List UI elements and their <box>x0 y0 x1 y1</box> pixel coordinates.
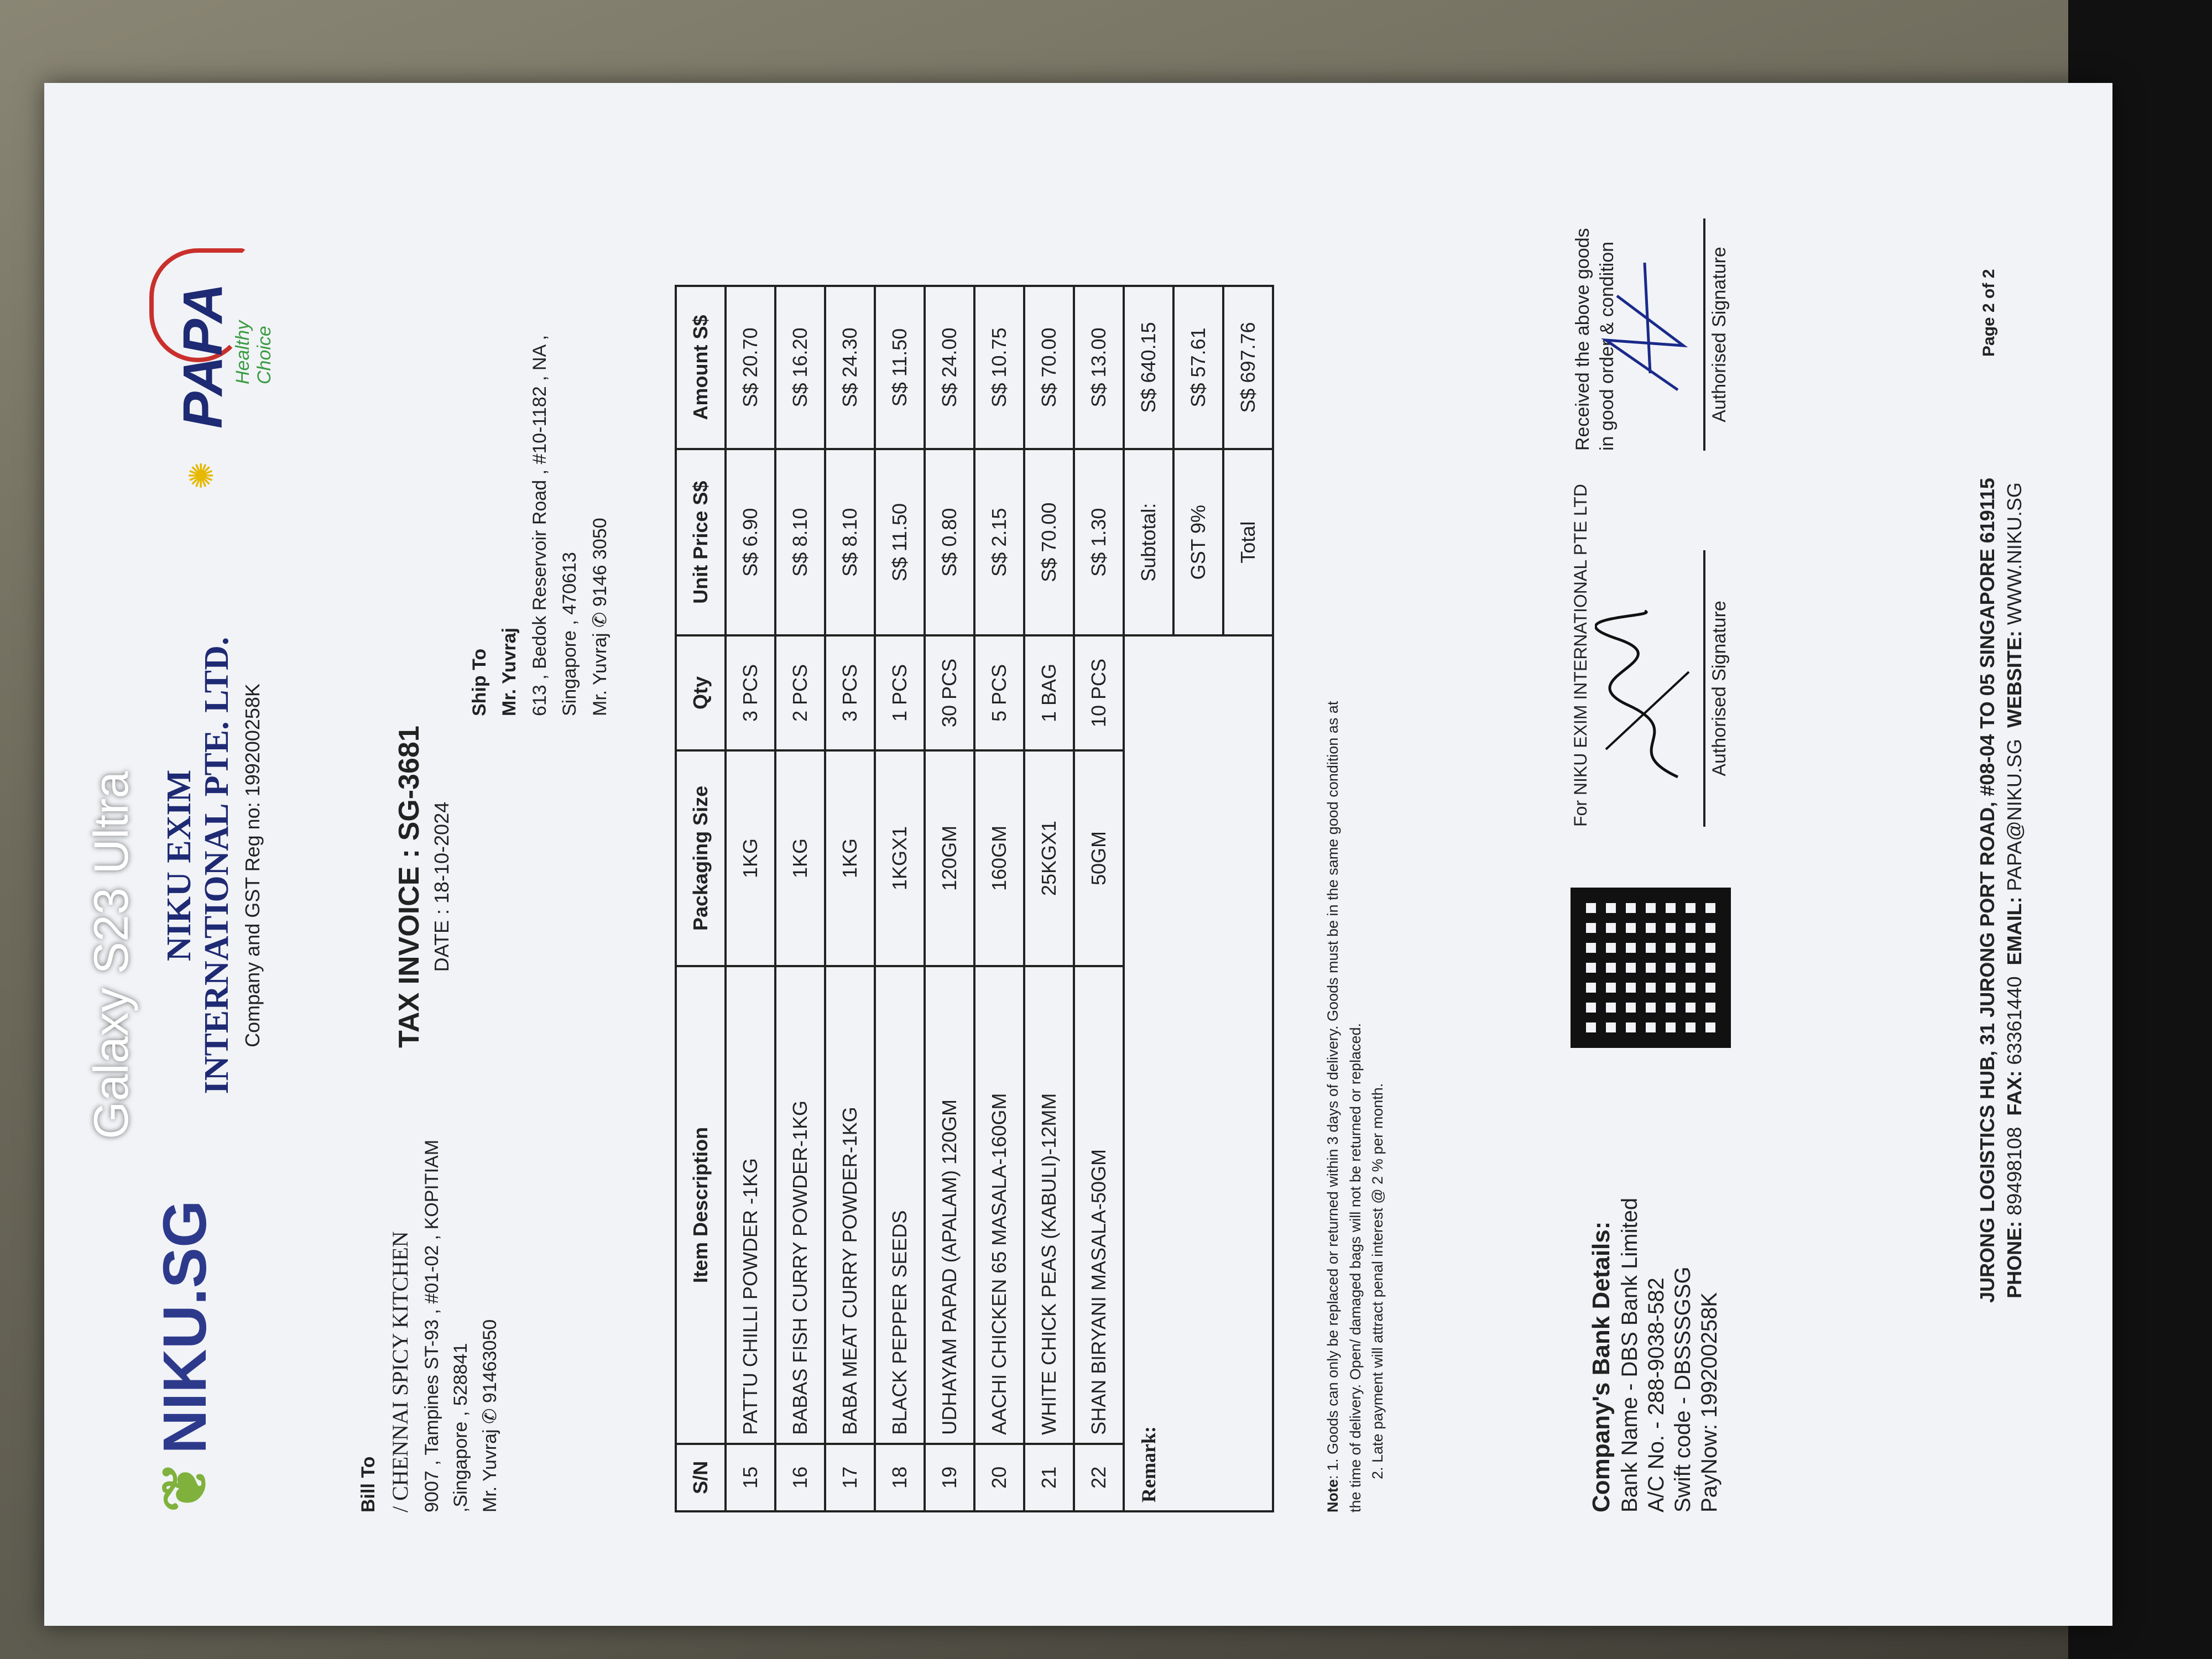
col-header: Unit Price S$ <box>676 449 726 635</box>
table-cell: 18 <box>875 1444 925 1511</box>
table-cell: S$ 20.70 <box>726 286 775 449</box>
papa-logo <box>149 263 276 495</box>
gst-label: GST 9% <box>1173 449 1223 635</box>
ship-to-line2: Singapore , 470613 <box>559 552 581 716</box>
table-cell: 19 <box>925 1444 974 1511</box>
table-row <box>875 286 925 1511</box>
table-cell: 1KG <box>825 750 875 967</box>
footer <box>1974 268 2028 1512</box>
items-table <box>675 285 1274 1512</box>
signature-scribble <box>1595 229 1694 406</box>
ship-to-name: Mr. Yuvraj <box>499 627 520 716</box>
table-cell: 3 PCS <box>726 635 775 750</box>
camera-watermark: Galaxy S23 Ultra <box>84 771 138 1139</box>
website-label: WEBSITE: <box>2002 630 2026 728</box>
email-label: EMAIL: <box>2002 896 2026 966</box>
table-row <box>1024 286 1074 1511</box>
bank-name: Bank Name - DBS Bank Limited <box>1617 1197 1642 1512</box>
auth-sig-label-2: Authorised Signature <box>1709 247 1730 422</box>
table-cell: S$ 16.20 <box>775 286 825 449</box>
table-cell: 15 <box>726 1444 775 1511</box>
table-cell: S$ 8.10 <box>825 449 875 635</box>
remark-cell: Remark: <box>1124 635 1273 1511</box>
table-cell: S$ 70.00 <box>1024 286 1074 449</box>
table-cell: 16 <box>775 1444 825 1511</box>
col-header: Item Description <box>676 966 726 1444</box>
phone-value: 89498108 <box>2002 1126 2026 1215</box>
table-cell: S$ 10.75 <box>974 286 1024 449</box>
sun-rays-icon: ✺ <box>183 461 220 489</box>
bill-to-line2: ,Singapore , 528841 <box>450 1343 472 1512</box>
notes-block <box>1322 683 1389 1512</box>
received-text: Received the above goods in good order & condition <box>1572 228 1618 451</box>
bill-to-block <box>354 1140 505 1512</box>
table-cell: WHITE CHICK PEAS (KABULI)-12MM <box>1024 966 1074 1444</box>
col-header: Amount S$ <box>676 286 726 449</box>
gst-value: S$ 57.61 <box>1173 286 1223 449</box>
table-cell: PATTU CHILLI POWDER -1KG <box>726 966 775 1444</box>
table-cell: 5 PCS <box>974 635 1024 750</box>
table-cell: 25KGX1 <box>1024 750 1074 967</box>
bank-details <box>1587 1198 1723 1512</box>
table-cell: S$ 11.50 <box>875 449 925 635</box>
table-row <box>925 286 974 1511</box>
table-row <box>825 286 875 1511</box>
subtotal-row <box>1124 286 1173 1511</box>
total-label: Total <box>1223 449 1273 635</box>
ship-to-label: Ship To <box>469 648 490 716</box>
table-cell: UDHAYAM PAPAD (APALAM) 120GM <box>925 966 974 1444</box>
invoice-title: TAX INVOICE : SG-3681 <box>393 726 425 1048</box>
leaf-icon: ❦ <box>151 1461 219 1512</box>
bill-to-line1: 9007 , Tampines ST-93 , #01-02 , KOPITIAM <box>421 1139 442 1512</box>
footer-address: JURONG LOGISTICS HUB, 31 JURONG PORT ROAD, #08-04 TO 05 SINGAPORE 619115 <box>1976 478 1999 1303</box>
table-cell: S$ 8.10 <box>775 449 825 635</box>
table-cell: S$ 2.15 <box>974 449 1024 635</box>
table-cell: 17 <box>825 1444 875 1511</box>
note-label: Note <box>1324 1479 1341 1512</box>
table-cell: 20 <box>974 1444 1024 1511</box>
table-cell: 120GM <box>925 750 974 967</box>
table-cell: 2 PCS <box>775 635 825 750</box>
papa-tagline: Healthy Choice <box>232 320 275 384</box>
table-cell: 160GM <box>974 750 1024 967</box>
table-cell: AACHI CHICKEN 65 MASALA-160GM <box>974 966 1024 1444</box>
bank-heading: Company's Bank Details: <box>1588 1221 1615 1512</box>
table-cell: S$ 13.00 <box>1074 286 1124 449</box>
authorised-signature-company <box>1703 550 1730 827</box>
bill-to-contact: Mr. Yuvraj ✆ 91463050 <box>479 1319 501 1512</box>
niku-logo <box>149 1200 220 1512</box>
table-cell: 30 PCS <box>925 635 974 750</box>
papa-logo-text: PAPA <box>172 283 234 429</box>
signature-scribble <box>1595 606 1694 782</box>
note-2: 2. Late payment will attract penal interest @ 2 % per month. <box>1369 1083 1386 1479</box>
table-cell: 1 BAG <box>1024 635 1074 750</box>
website-value: WWW.NIKU.SG <box>2002 482 2026 625</box>
table-cell: 22 <box>1074 1444 1124 1511</box>
niku-logo-text: NIKU.SG <box>151 1200 219 1454</box>
table-cell: 1 PCS <box>875 635 925 750</box>
col-header: Packaging Size <box>676 750 726 967</box>
ship-to-contact: Mr. Yuvraj ✆ 9146 3050 <box>589 518 611 716</box>
footer-contacts <box>2001 268 2028 1512</box>
table-cell: S$ 24.00 <box>925 286 974 449</box>
col-header: Qty <box>676 635 726 750</box>
company-name-line1: NIKU EXIM <box>160 769 198 962</box>
email-value: PAPA@NIKU.SG <box>2002 739 2026 891</box>
bank-swift: Swift code - DBSSSGSG <box>1670 1266 1695 1512</box>
ship-to-block <box>465 335 615 716</box>
subtotal-value: S$ 640.15 <box>1124 286 1173 449</box>
company-header <box>160 561 264 1170</box>
table-cell: BABA MEAT CURRY POWDER-1KG <box>825 966 875 1444</box>
table-cell: S$ 1.30 <box>1074 449 1124 635</box>
invoice-paper <box>44 83 2112 1626</box>
ship-to-line1: 613 , Bedok Reservoir Road , #10-1182 , NA , <box>529 335 550 716</box>
table-cell: S$ 70.00 <box>1024 449 1074 635</box>
subtotal-label: Subtotal: <box>1124 449 1173 635</box>
table-row <box>974 286 1024 1511</box>
company-name-line2: INTERNATIONAL PTE. LTD. <box>198 637 236 1094</box>
total-value: S$ 697.76 <box>1223 286 1273 449</box>
table-cell: S$ 0.80 <box>925 449 974 635</box>
table-row <box>726 286 775 1511</box>
invoice-document <box>83 108 2074 1601</box>
note-1: : 1. Goods can only be replaced or returned within 3 days of delivery. Goods must be in the same good condition as at the time of delivery. Open/ damaged bags will not be returned or replaced. <box>1324 701 1364 1512</box>
phone-label: PHONE: <box>2002 1220 2026 1298</box>
table-row <box>1074 286 1124 1511</box>
invoice-title-block <box>393 726 453 1048</box>
table-cell: 3 PCS <box>825 635 875 750</box>
table-cell: BABAS FISH CURRY POWDER-1KG <box>775 966 825 1444</box>
bill-to-name: / CHENNAI SPICY KITCHEN <box>387 1231 413 1512</box>
bank-account: A/C No. - 288-9038-582 <box>1644 1277 1668 1512</box>
table-header-row <box>676 286 726 1511</box>
table-cell: S$ 6.90 <box>726 449 775 635</box>
fax-value: 63361440 <box>2002 976 2026 1065</box>
authorised-signature-customer <box>1703 218 1730 451</box>
for-company-label: For NIKU EXIM INTERNATIONAL PTE LTD <box>1571 484 1590 827</box>
table-cell: 1KG <box>726 750 775 967</box>
page-number: Page 2 of 2 <box>1980 269 1998 357</box>
bank-paynow: PayNow: 199200258K <box>1697 1292 1721 1512</box>
table-cell: 21 <box>1024 1444 1074 1511</box>
table-cell: 1KGX1 <box>875 750 925 967</box>
invoice-date: DATE : 18-10-2024 <box>430 801 453 972</box>
paynow-qr-code <box>1571 888 1731 1048</box>
auth-sig-label-1: Authorised Signature <box>1709 601 1730 776</box>
col-header: S/N <box>676 1444 726 1511</box>
table-cell: S$ 11.50 <box>875 286 925 449</box>
table-cell: SHAN BIRYANI MASALA-50GM <box>1074 966 1124 1444</box>
table-cell: S$ 24.30 <box>825 286 875 449</box>
table-row <box>775 286 825 1511</box>
table-cell: BLACK PEPPER SEEDS <box>875 966 925 1444</box>
table-cell: 10 PCS <box>1074 635 1124 750</box>
table-cell: 1KG <box>775 750 825 967</box>
table-cell: 50GM <box>1074 750 1124 967</box>
bill-to-label: Bill To <box>358 1456 379 1512</box>
fax-label: FAX: <box>2002 1070 2026 1116</box>
company-reg: Company and GST Reg no: 199200258K <box>241 684 264 1047</box>
